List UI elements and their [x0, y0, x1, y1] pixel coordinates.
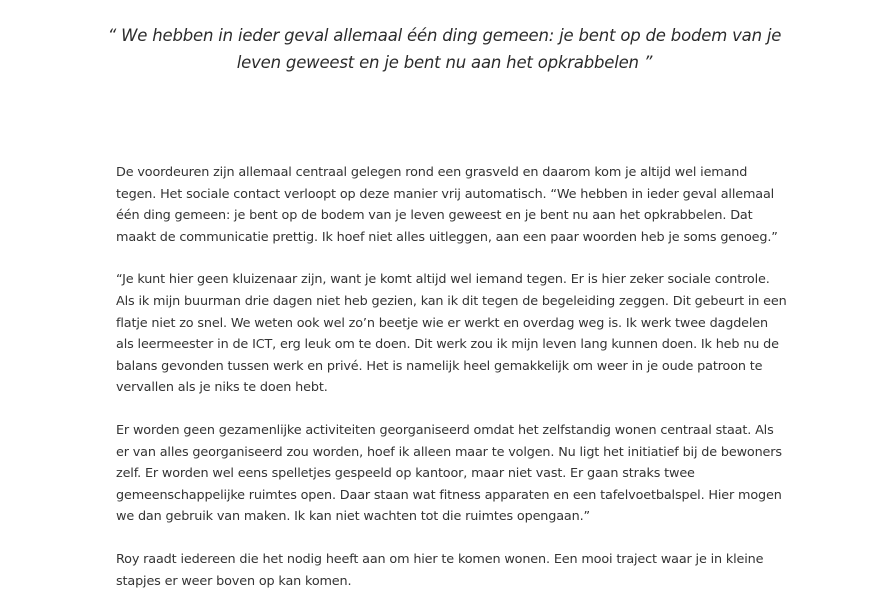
paragraph: De voordeuren zijn allemaal centraal gelegen rond een grasveld en daarom kom je altijd wel iemand tegen. Het sociale contact verloopt op deze manier vrij automatisch. “We hebben in ieder geval allemaal één ding gemeen: je bent op de bodem van je leven geweest en je bent nu aan het opkrabbelen. Dat maakt de communicatie prettig. Ik hoef niet alles uitleggen, aan een paar woorden heb je soms genoeg.”: [116, 165, 778, 245]
paragraph: Er worden geen gezamenlijke activiteiten georganiseerd omdat het zelfstandig wonen centraal staat. Als er van alles georganiseerd zou worden, hoef ik alleen maar te volgen. Nu ligt het initiatief bij de bewoners zelf. Er worden wel eens spelletjes gespeeld op kantoor, maar niet vast. Er gaan straks twee gemeenschappelijke ruimtes open. Daar staan wat fitness apparaten en een tafelvoetbalspel. Hier mogen we dan gebruik van maken. Ik kan niet wachten tot die ruimtes opengaan.”: [116, 422, 782, 525]
article-body: [116, 162, 788, 613]
paragraph: Roy raadt iedereen die het nodig heeft aan om hier te komen wonen. Een mooi traject waar je in kleine stapjes er weer boven op kan komen.: [116, 551, 764, 589]
pull-quote: “ We hebben in ieder geval allemaal één ding gemeen: je bent op de bodem van je leven geweest en je bent nu aan het opkrabbelen ”: [107, 26, 782, 72]
paragraph: “Je kunt hier geen kluizenaar zijn, want je komt altijd wel iemand tegen. Er is hier zeker sociale controle. Als ik mijn buurman drie dagen niet heb gezien, kan ik dit tegen de begeleiding zeggen. Dit gebeurt in een flatje niet zo snel. We weten ook wel zo’n beetje wie er werkt en overdag weg is. Ik werk twee dagdelen als leermeester in de ICT, erg leuk om te doen. Dit werk zou ik mijn leven lang kunnen doen. Ik heb nu de balans gevonden tussen werk en privé. Het is namelijk heel gemakkelijk om weer in je oude patroon te vervallen als je niks te doen hebt.: [116, 272, 787, 396]
